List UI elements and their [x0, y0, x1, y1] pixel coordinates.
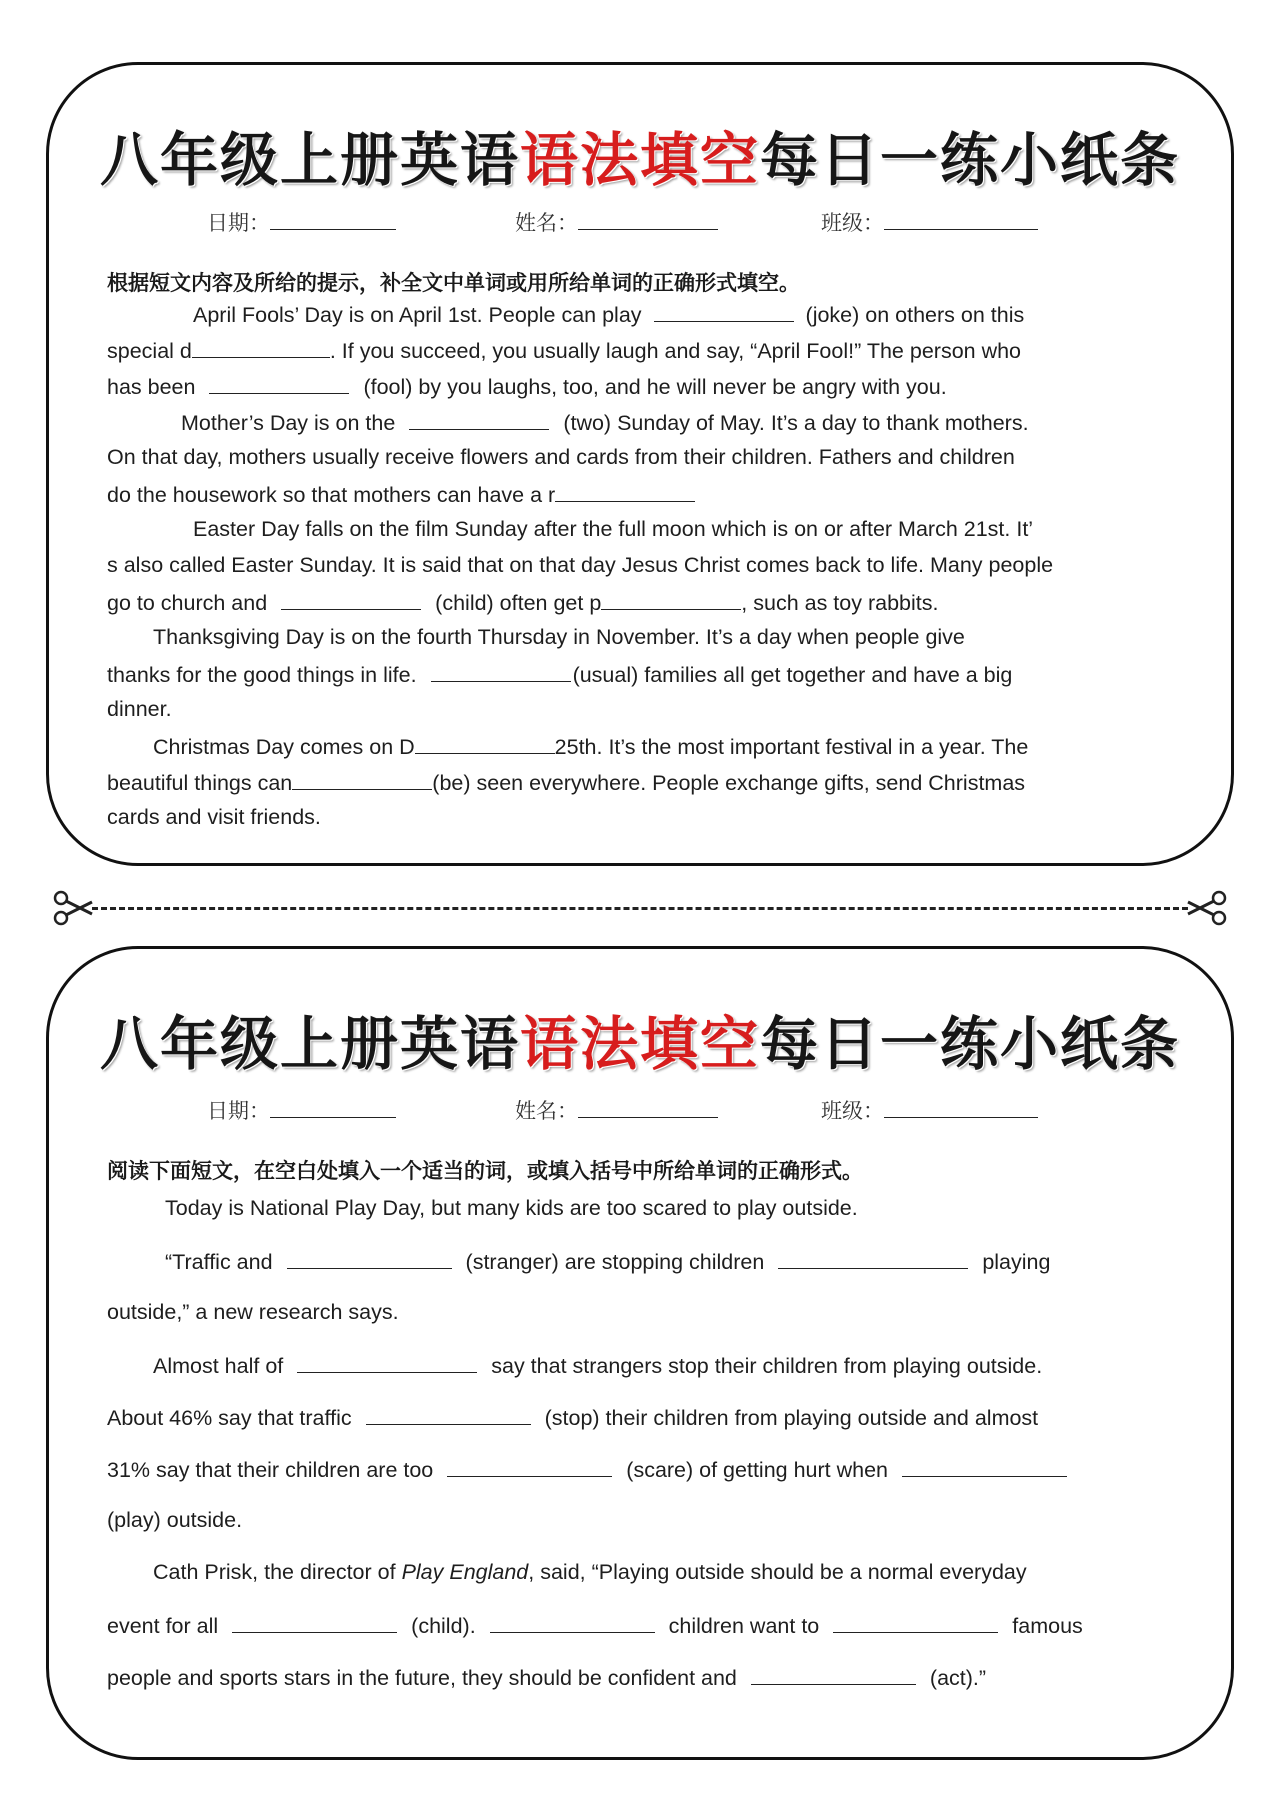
answer-blank[interactable] — [490, 1612, 655, 1633]
answer-blank[interactable] — [751, 1664, 916, 1685]
date-label: 日期： — [207, 212, 270, 235]
title-part-3: 每日一练小纸条 — [760, 1010, 1181, 1078]
title-part-3: 每日一练小纸条 — [760, 126, 1181, 194]
answer-blank[interactable] — [297, 1352, 477, 1373]
cut-line — [92, 907, 1188, 910]
answer-blank[interactable] — [209, 373, 349, 394]
answer-blank[interactable] — [292, 769, 432, 790]
passage-line: Cath Prisk, the director of Play England, said, “Playing outside should be a normal everyday — [153, 1560, 1027, 1584]
passage-line: dinner. — [107, 697, 172, 721]
answer-blank[interactable] — [601, 589, 741, 610]
passage-line: outside,” a new research says. — [107, 1300, 399, 1324]
passage-line: beautiful things can (be) seen everywhere. People exchange gifts, send Christmas — [107, 771, 1026, 795]
answer-blank[interactable] — [192, 337, 330, 358]
name-label: 姓名： — [515, 212, 578, 235]
class-blank[interactable] — [884, 207, 1038, 230]
answer-blank[interactable] — [409, 409, 549, 430]
answer-blank[interactable] — [447, 1456, 612, 1477]
passage-line: Today is National Play Day, but many kids are too scared to play outside. — [165, 1196, 858, 1220]
instruction-text: 根据短文内容及所给的提示，补全文中单词或用所给单词的正确形式填空。 — [107, 270, 800, 295]
passage-line: has been (fool) by you laughs, too, and he will never be angry with you. — [107, 375, 947, 399]
worksheet-card-2 — [46, 946, 1234, 1760]
passage-line: Mother’s Day is on the (two) Sunday of May. It’s a day to thank mothers. — [181, 411, 1029, 435]
name-blank[interactable] — [578, 207, 718, 230]
passage-line: (play) outside. — [107, 1508, 243, 1532]
name-label: 姓名： — [515, 1100, 578, 1123]
passage-line: Easter Day falls on the film Sunday after the full moon which is on or after March 21st. It’ — [193, 517, 1034, 541]
answer-blank[interactable] — [778, 1248, 968, 1269]
student-info-row — [49, 207, 1231, 241]
answer-blank[interactable] — [415, 733, 555, 754]
class-field[interactable] — [821, 207, 1038, 237]
title-part-1: 八年级上册英语 — [99, 126, 520, 194]
worksheet-card-1 — [46, 62, 1234, 866]
answer-blank[interactable] — [232, 1612, 397, 1633]
class-label: 班级： — [821, 1100, 884, 1123]
answer-blank[interactable] — [431, 661, 571, 682]
scissors-icon — [52, 888, 94, 928]
date-label: 日期： — [207, 1100, 270, 1123]
passage-line: go to church and (child) often get p , such as toy rabbits. — [107, 591, 939, 615]
answer-blank[interactable] — [366, 1404, 531, 1425]
passage-line: Thanksgiving Day is on the fourth Thursday in November. It’s a day when people give — [153, 625, 965, 649]
name-field[interactable] — [515, 207, 718, 237]
student-info-row — [49, 1095, 1231, 1129]
passage-line: s also called Easter Sunday. It is said that on that day Jesus Christ comes back to life. Many people — [107, 553, 1054, 577]
date-blank[interactable] — [270, 1095, 396, 1118]
title-highlight: 语法填空 — [519, 126, 760, 194]
passage-line: people and sports stars in the future, they should be confident and (act).” — [107, 1666, 987, 1690]
date-field[interactable] — [207, 1095, 396, 1125]
passage-line: do the housework so that mothers can have a r — [107, 481, 695, 508]
scissors-icon — [1186, 888, 1228, 928]
answer-blank[interactable] — [555, 481, 695, 502]
passage-line: About 46% say that traffic (stop) their children from playing outside and almost — [107, 1406, 1039, 1430]
passage-line: “Traffic and (stranger) are stopping children playing — [165, 1250, 1051, 1274]
passage-line: event for all (child). children want to famous — [107, 1614, 1083, 1638]
instruction-text: 阅读下面短文，在空白处填入一个适当的词，或填入括号中所给单词的正确形式。 — [107, 1158, 863, 1183]
class-field[interactable] — [821, 1095, 1038, 1125]
class-label: 班级： — [821, 212, 884, 235]
passage-line: cards and visit friends. — [107, 805, 321, 829]
answer-blank[interactable] — [287, 1248, 452, 1269]
answer-blank[interactable] — [281, 589, 421, 610]
date-blank[interactable] — [270, 207, 396, 230]
passage-line: special d . If you succeed, you usually laugh and say, “April Fool!” The person who — [107, 339, 1022, 363]
answer-blank[interactable] — [833, 1612, 998, 1633]
date-field[interactable] — [207, 207, 396, 237]
passage-line: April Fools’ Day is on April 1st. People can play (joke) on others on this — [193, 303, 1025, 327]
passage-line: On that day, mothers usually receive flowers and cards from their children. Fathers and children — [107, 445, 1015, 469]
name-blank[interactable] — [578, 1095, 718, 1118]
answer-blank[interactable] — [654, 301, 794, 322]
organization-name: Play England — [401, 1560, 529, 1584]
worksheet-title — [49, 113, 1231, 197]
passage-line: Almost half of say that strangers stop their children from playing outside. — [153, 1354, 1043, 1378]
title-part-1: 八年级上册英语 — [99, 1010, 520, 1078]
worksheet-title — [49, 997, 1231, 1081]
name-field[interactable] — [515, 1095, 718, 1125]
answer-blank[interactable] — [902, 1456, 1067, 1477]
class-blank[interactable] — [884, 1095, 1038, 1118]
passage-line: Christmas Day comes on D 25th. It’s the most important festival in a year. The — [153, 735, 1029, 759]
title-highlight: 语法填空 — [519, 1010, 760, 1078]
passage-line: 31% say that their children are too (scare) of getting hurt when — [107, 1456, 1067, 1483]
passage-line: thanks for the good things in life. (usual) families all get together and have a big — [107, 663, 1013, 687]
